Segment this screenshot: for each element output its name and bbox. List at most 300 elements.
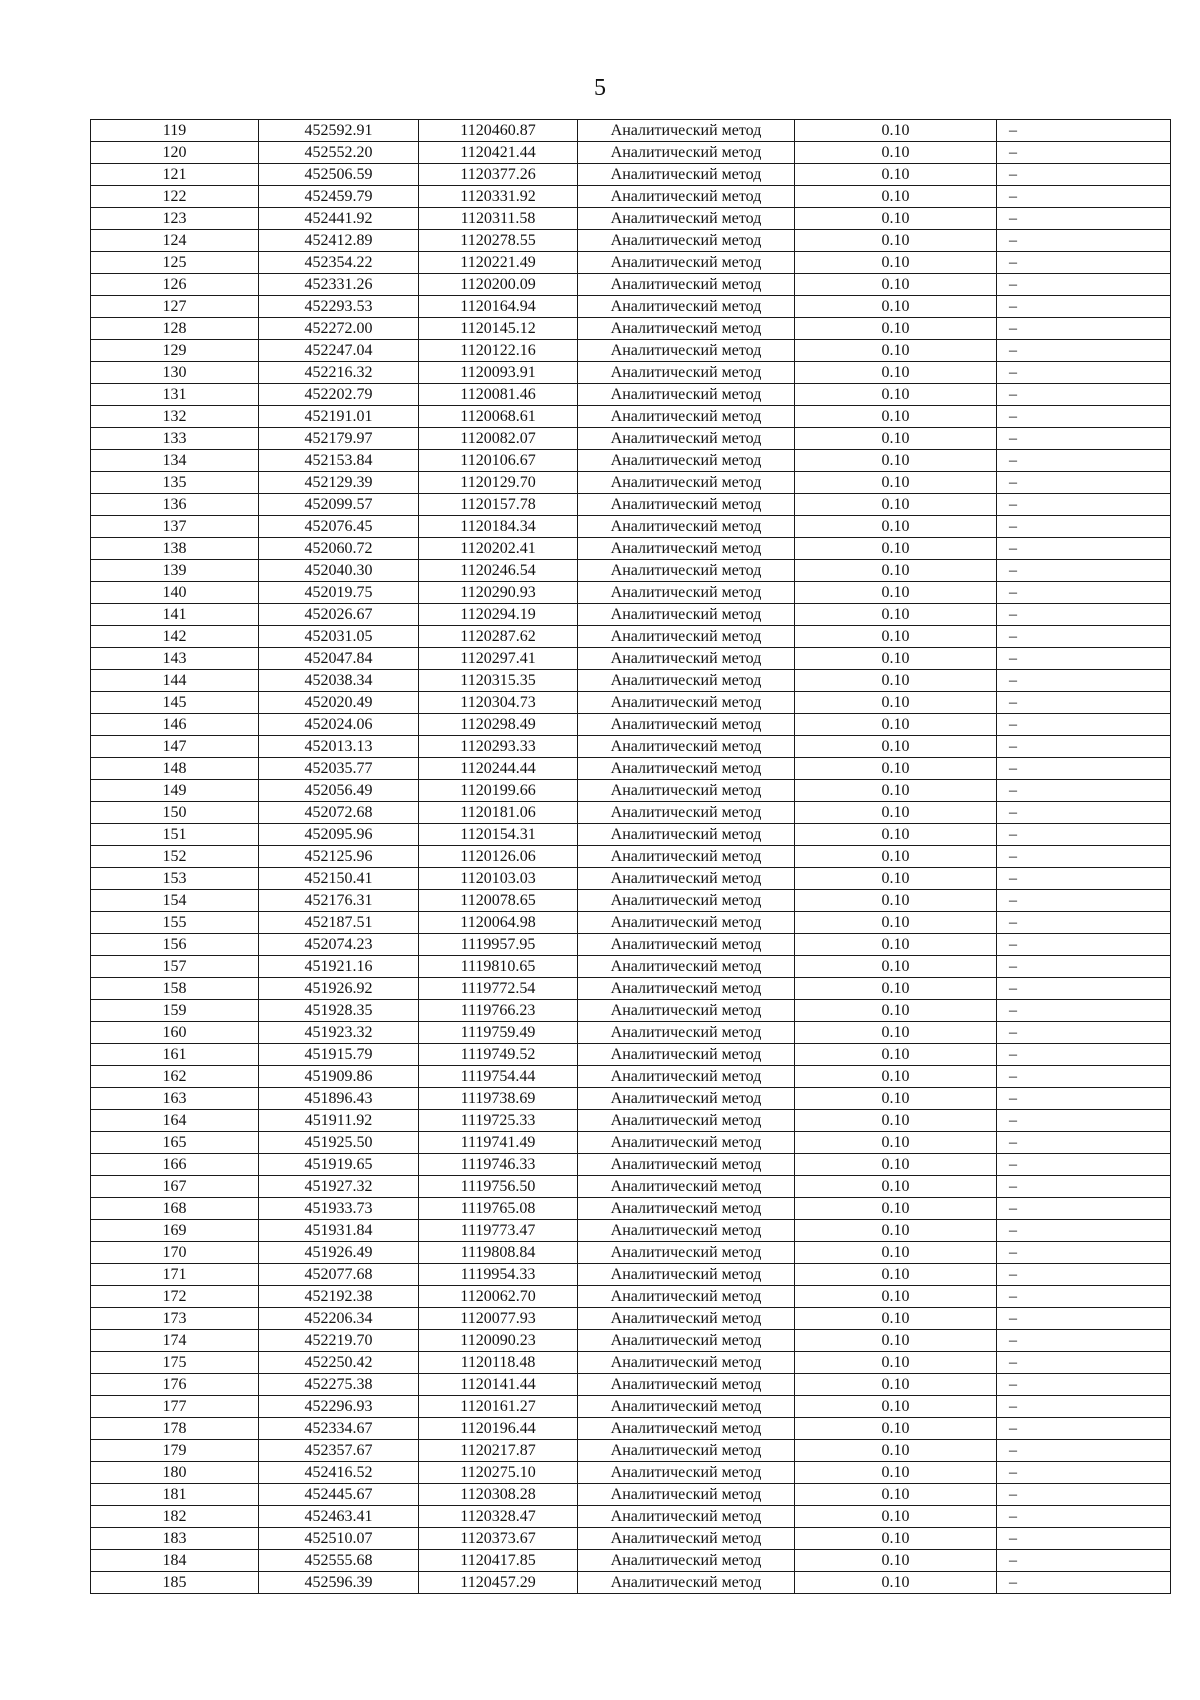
point-number-cell: 168	[91, 1198, 259, 1220]
y-coordinate-cell: 1119741.49	[419, 1132, 578, 1154]
y-coordinate-cell: 1120118.48	[419, 1352, 578, 1374]
accuracy-cell: 0.10	[795, 1440, 997, 1462]
y-coordinate-cell: 1120373.67	[419, 1528, 578, 1550]
method-cell: Аналитический метод	[578, 868, 795, 890]
y-coordinate-cell: 1120129.70	[419, 472, 578, 494]
x-coordinate-cell: 452035.77	[259, 758, 419, 780]
x-coordinate-cell: 452354.22	[259, 252, 419, 274]
x-coordinate-cell: 451919.65	[259, 1154, 419, 1176]
point-number-cell: 164	[91, 1110, 259, 1132]
accuracy-cell: 0.10	[795, 1132, 997, 1154]
table-row	[91, 604, 1171, 626]
method-cell: Аналитический метод	[578, 186, 795, 208]
note-cell: –	[997, 1132, 1171, 1154]
note-cell: –	[997, 1044, 1171, 1066]
point-number-cell: 124	[91, 230, 259, 252]
point-number-cell: 173	[91, 1308, 259, 1330]
table-row	[91, 1044, 1171, 1066]
method-cell: Аналитический метод	[578, 758, 795, 780]
method-cell: Аналитический метод	[578, 912, 795, 934]
table-row	[91, 1132, 1171, 1154]
note-cell: –	[997, 1308, 1171, 1330]
x-coordinate-cell: 452060.72	[259, 538, 419, 560]
method-cell: Аналитический метод	[578, 1572, 795, 1594]
accuracy-cell: 0.10	[795, 1528, 997, 1550]
point-number-cell: 129	[91, 340, 259, 362]
note-cell: –	[997, 164, 1171, 186]
y-coordinate-cell: 1119810.65	[419, 956, 578, 978]
x-coordinate-cell: 452463.41	[259, 1506, 419, 1528]
x-coordinate-cell: 452013.13	[259, 736, 419, 758]
table-row	[91, 714, 1171, 736]
method-cell: Аналитический метод	[578, 780, 795, 802]
point-number-cell: 169	[91, 1220, 259, 1242]
y-coordinate-cell: 1119766.23	[419, 1000, 578, 1022]
accuracy-cell: 0.10	[795, 494, 997, 516]
table-row	[91, 736, 1171, 758]
x-coordinate-cell: 452179.97	[259, 428, 419, 450]
y-coordinate-cell: 1120417.85	[419, 1550, 578, 1572]
method-cell: Аналитический метод	[578, 1550, 795, 1572]
y-coordinate-cell: 1120290.93	[419, 582, 578, 604]
table-row	[91, 1462, 1171, 1484]
y-coordinate-cell: 1120103.03	[419, 868, 578, 890]
note-cell: –	[997, 714, 1171, 736]
point-number-cell: 155	[91, 912, 259, 934]
table-row	[91, 802, 1171, 824]
table-row	[91, 494, 1171, 516]
x-coordinate-cell: 452592.91	[259, 120, 419, 142]
point-number-cell: 131	[91, 384, 259, 406]
method-cell: Аналитический метод	[578, 450, 795, 472]
method-cell: Аналитический метод	[578, 670, 795, 692]
method-cell: Аналитический метод	[578, 582, 795, 604]
note-cell: –	[997, 318, 1171, 340]
method-cell: Аналитический метод	[578, 1154, 795, 1176]
accuracy-cell: 0.10	[795, 1506, 997, 1528]
method-cell: Аналитический метод	[578, 1264, 795, 1286]
x-coordinate-cell: 452412.89	[259, 230, 419, 252]
x-coordinate-cell: 452072.68	[259, 802, 419, 824]
point-number-cell: 151	[91, 824, 259, 846]
x-coordinate-cell: 452187.51	[259, 912, 419, 934]
table-row	[91, 384, 1171, 406]
note-cell: –	[997, 208, 1171, 230]
y-coordinate-cell: 1120081.46	[419, 384, 578, 406]
note-cell: –	[997, 846, 1171, 868]
method-cell: Аналитический метод	[578, 472, 795, 494]
note-cell: –	[997, 230, 1171, 252]
coordinates-table-body	[91, 120, 1171, 1594]
x-coordinate-cell: 452247.04	[259, 340, 419, 362]
point-number-cell: 132	[91, 406, 259, 428]
y-coordinate-cell: 1120377.26	[419, 164, 578, 186]
accuracy-cell: 0.10	[795, 1462, 997, 1484]
x-coordinate-cell: 452216.32	[259, 362, 419, 384]
note-cell: –	[997, 494, 1171, 516]
table-row	[91, 208, 1171, 230]
note-cell: –	[997, 1506, 1171, 1528]
method-cell: Аналитический метод	[578, 252, 795, 274]
method-cell: Аналитический метод	[578, 1308, 795, 1330]
page-number: 5	[594, 75, 606, 101]
accuracy-cell: 0.10	[795, 1418, 997, 1440]
table-row	[91, 912, 1171, 934]
accuracy-cell: 0.10	[795, 142, 997, 164]
accuracy-cell: 0.10	[795, 1352, 997, 1374]
accuracy-cell: 0.10	[795, 1154, 997, 1176]
accuracy-cell: 0.10	[795, 846, 997, 868]
x-coordinate-cell: 451896.43	[259, 1088, 419, 1110]
table-row	[91, 230, 1171, 252]
x-coordinate-cell: 452596.39	[259, 1572, 419, 1594]
note-cell: –	[997, 780, 1171, 802]
note-cell: –	[997, 824, 1171, 846]
note-cell: –	[997, 1352, 1171, 1374]
accuracy-cell: 0.10	[795, 362, 997, 384]
x-coordinate-cell: 452250.42	[259, 1352, 419, 1374]
note-cell: –	[997, 120, 1171, 142]
accuracy-cell: 0.10	[795, 406, 997, 428]
method-cell: Аналитический метод	[578, 120, 795, 142]
method-cell: Аналитический метод	[578, 1132, 795, 1154]
point-number-cell: 142	[91, 626, 259, 648]
y-coordinate-cell: 1120077.93	[419, 1308, 578, 1330]
accuracy-cell: 0.10	[795, 340, 997, 362]
y-coordinate-cell: 1120090.23	[419, 1330, 578, 1352]
point-number-cell: 176	[91, 1374, 259, 1396]
method-cell: Аналитический метод	[578, 1110, 795, 1132]
accuracy-cell: 0.10	[795, 1000, 997, 1022]
table-row	[91, 538, 1171, 560]
point-number-cell: 144	[91, 670, 259, 692]
accuracy-cell: 0.10	[795, 1198, 997, 1220]
point-number-cell: 139	[91, 560, 259, 582]
table-row	[91, 1088, 1171, 1110]
point-number-cell: 130	[91, 362, 259, 384]
y-coordinate-cell: 1119738.69	[419, 1088, 578, 1110]
accuracy-cell: 0.10	[795, 252, 997, 274]
note-cell: –	[997, 296, 1171, 318]
accuracy-cell: 0.10	[795, 164, 997, 186]
y-coordinate-cell: 1119754.44	[419, 1066, 578, 1088]
note-cell: –	[997, 406, 1171, 428]
x-coordinate-cell: 451931.84	[259, 1220, 419, 1242]
method-cell: Аналитический метод	[578, 890, 795, 912]
point-number-cell: 171	[91, 1264, 259, 1286]
point-number-cell: 153	[91, 868, 259, 890]
accuracy-cell: 0.10	[795, 1066, 997, 1088]
accuracy-cell: 0.10	[795, 1110, 997, 1132]
note-cell: –	[997, 516, 1171, 538]
x-coordinate-cell: 452275.38	[259, 1374, 419, 1396]
y-coordinate-cell: 1120181.06	[419, 802, 578, 824]
note-cell: –	[997, 428, 1171, 450]
x-coordinate-cell: 452506.59	[259, 164, 419, 186]
accuracy-cell: 0.10	[795, 1176, 997, 1198]
x-coordinate-cell: 452510.07	[259, 1528, 419, 1550]
note-cell: –	[997, 1242, 1171, 1264]
table-row	[91, 406, 1171, 428]
method-cell: Аналитический метод	[578, 428, 795, 450]
table-row	[91, 890, 1171, 912]
method-cell: Аналитический метод	[578, 1330, 795, 1352]
point-number-cell: 160	[91, 1022, 259, 1044]
accuracy-cell: 0.10	[795, 692, 997, 714]
x-coordinate-cell: 452459.79	[259, 186, 419, 208]
method-cell: Аналитический метод	[578, 1440, 795, 1462]
method-cell: Аналитический метод	[578, 692, 795, 714]
y-coordinate-cell: 1120202.41	[419, 538, 578, 560]
table-row	[91, 846, 1171, 868]
accuracy-cell: 0.10	[795, 318, 997, 340]
point-number-cell: 133	[91, 428, 259, 450]
method-cell: Аналитический метод	[578, 318, 795, 340]
point-number-cell: 172	[91, 1286, 259, 1308]
table-row	[91, 1352, 1171, 1374]
y-coordinate-cell: 1120154.31	[419, 824, 578, 846]
method-cell: Аналитический метод	[578, 406, 795, 428]
accuracy-cell: 0.10	[795, 714, 997, 736]
x-coordinate-cell: 452441.92	[259, 208, 419, 230]
method-cell: Аналитический метод	[578, 736, 795, 758]
method-cell: Аналитический метод	[578, 1462, 795, 1484]
accuracy-cell: 0.10	[795, 1220, 997, 1242]
note-cell: –	[997, 274, 1171, 296]
table-row	[91, 1374, 1171, 1396]
note-cell: –	[997, 1220, 1171, 1242]
accuracy-cell: 0.10	[795, 604, 997, 626]
y-coordinate-cell: 1120246.54	[419, 560, 578, 582]
x-coordinate-cell: 452074.23	[259, 934, 419, 956]
y-coordinate-cell: 1120122.16	[419, 340, 578, 362]
table-row	[91, 648, 1171, 670]
accuracy-cell: 0.10	[795, 1022, 997, 1044]
note-cell: –	[997, 1396, 1171, 1418]
table-row	[91, 252, 1171, 274]
point-number-cell: 180	[91, 1462, 259, 1484]
point-number-cell: 134	[91, 450, 259, 472]
x-coordinate-cell: 451923.32	[259, 1022, 419, 1044]
note-cell: –	[997, 1066, 1171, 1088]
method-cell: Аналитический метод	[578, 1220, 795, 1242]
x-coordinate-cell: 452095.96	[259, 824, 419, 846]
y-coordinate-cell: 1119749.52	[419, 1044, 578, 1066]
accuracy-cell: 0.10	[795, 1264, 997, 1286]
table-row	[91, 450, 1171, 472]
point-number-cell: 135	[91, 472, 259, 494]
point-number-cell: 143	[91, 648, 259, 670]
note-cell: –	[997, 1484, 1171, 1506]
y-coordinate-cell: 1120287.62	[419, 626, 578, 648]
point-number-cell: 179	[91, 1440, 259, 1462]
y-coordinate-cell: 1120293.33	[419, 736, 578, 758]
method-cell: Аналитический метод	[578, 208, 795, 230]
table-row	[91, 1220, 1171, 1242]
accuracy-cell: 0.10	[795, 824, 997, 846]
point-number-cell: 141	[91, 604, 259, 626]
point-number-cell: 178	[91, 1418, 259, 1440]
point-number-cell: 120	[91, 142, 259, 164]
accuracy-cell: 0.10	[795, 428, 997, 450]
note-cell: –	[997, 956, 1171, 978]
x-coordinate-cell: 451928.35	[259, 1000, 419, 1022]
x-coordinate-cell: 452296.93	[259, 1396, 419, 1418]
note-cell: –	[997, 1176, 1171, 1198]
accuracy-cell: 0.10	[795, 1088, 997, 1110]
note-cell: –	[997, 1286, 1171, 1308]
method-cell: Аналитический метод	[578, 978, 795, 1000]
method-cell: Аналитический метод	[578, 1044, 795, 1066]
note-cell: –	[997, 648, 1171, 670]
accuracy-cell: 0.10	[795, 890, 997, 912]
table-row	[91, 1484, 1171, 1506]
table-row	[91, 516, 1171, 538]
x-coordinate-cell: 452293.53	[259, 296, 419, 318]
point-number-cell: 138	[91, 538, 259, 560]
y-coordinate-cell: 1119746.33	[419, 1154, 578, 1176]
y-coordinate-cell: 1120217.87	[419, 1440, 578, 1462]
x-coordinate-cell: 452153.84	[259, 450, 419, 472]
method-cell: Аналитический метод	[578, 560, 795, 582]
table-row	[91, 582, 1171, 604]
accuracy-cell: 0.10	[795, 1550, 997, 1572]
y-coordinate-cell: 1119759.49	[419, 1022, 578, 1044]
note-cell: –	[997, 582, 1171, 604]
accuracy-cell: 0.10	[795, 868, 997, 890]
y-coordinate-cell: 1120196.44	[419, 1418, 578, 1440]
y-coordinate-cell: 1120328.47	[419, 1506, 578, 1528]
y-coordinate-cell: 1120145.12	[419, 318, 578, 340]
note-cell: –	[997, 1528, 1171, 1550]
point-number-cell: 166	[91, 1154, 259, 1176]
point-number-cell: 157	[91, 956, 259, 978]
note-cell: –	[997, 1000, 1171, 1022]
table-row	[91, 1330, 1171, 1352]
accuracy-cell: 0.10	[795, 648, 997, 670]
x-coordinate-cell: 452031.05	[259, 626, 419, 648]
table-row	[91, 978, 1171, 1000]
x-coordinate-cell: 452024.06	[259, 714, 419, 736]
y-coordinate-cell: 1120184.34	[419, 516, 578, 538]
note-cell: –	[997, 1572, 1171, 1594]
table-row	[91, 934, 1171, 956]
x-coordinate-cell: 452176.31	[259, 890, 419, 912]
y-coordinate-cell: 1120331.92	[419, 186, 578, 208]
y-coordinate-cell: 1120221.49	[419, 252, 578, 274]
method-cell: Аналитический метод	[578, 1176, 795, 1198]
y-coordinate-cell: 1120304.73	[419, 692, 578, 714]
note-cell: –	[997, 1374, 1171, 1396]
table-row	[91, 340, 1171, 362]
point-number-cell: 156	[91, 934, 259, 956]
accuracy-cell: 0.10	[795, 1374, 997, 1396]
point-number-cell: 123	[91, 208, 259, 230]
note-cell: –	[997, 912, 1171, 934]
accuracy-cell: 0.10	[795, 758, 997, 780]
table-row	[91, 670, 1171, 692]
note-cell: –	[997, 1418, 1171, 1440]
method-cell: Аналитический метод	[578, 1484, 795, 1506]
y-coordinate-cell: 1120275.10	[419, 1462, 578, 1484]
accuracy-cell: 0.10	[795, 1396, 997, 1418]
accuracy-cell: 0.10	[795, 1484, 997, 1506]
method-cell: Аналитический метод	[578, 1396, 795, 1418]
table-row	[91, 692, 1171, 714]
y-coordinate-cell: 1120161.27	[419, 1396, 578, 1418]
note-cell: –	[997, 186, 1171, 208]
x-coordinate-cell: 451926.49	[259, 1242, 419, 1264]
note-cell: –	[997, 1022, 1171, 1044]
table-row	[91, 780, 1171, 802]
x-coordinate-cell: 452040.30	[259, 560, 419, 582]
accuracy-cell: 0.10	[795, 450, 997, 472]
x-coordinate-cell: 452206.34	[259, 1308, 419, 1330]
point-number-cell: 183	[91, 1528, 259, 1550]
accuracy-cell: 0.10	[795, 538, 997, 560]
accuracy-cell: 0.10	[795, 560, 997, 582]
note-cell: –	[997, 1264, 1171, 1286]
accuracy-cell: 0.10	[795, 186, 997, 208]
method-cell: Аналитический метод	[578, 1066, 795, 1088]
table-row	[91, 1286, 1171, 1308]
table-row	[91, 120, 1171, 142]
y-coordinate-cell: 1120064.98	[419, 912, 578, 934]
method-cell: Аналитический метод	[578, 1286, 795, 1308]
table-row	[91, 274, 1171, 296]
x-coordinate-cell: 451921.16	[259, 956, 419, 978]
method-cell: Аналитический метод	[578, 604, 795, 626]
point-number-cell: 127	[91, 296, 259, 318]
x-coordinate-cell: 452077.68	[259, 1264, 419, 1286]
x-coordinate-cell: 452357.67	[259, 1440, 419, 1462]
note-cell: –	[997, 802, 1171, 824]
y-coordinate-cell: 1120315.35	[419, 670, 578, 692]
method-cell: Аналитический метод	[578, 164, 795, 186]
method-cell: Аналитический метод	[578, 1506, 795, 1528]
x-coordinate-cell: 452555.68	[259, 1550, 419, 1572]
y-coordinate-cell: 1120126.06	[419, 846, 578, 868]
x-coordinate-cell: 452125.96	[259, 846, 419, 868]
table-row	[91, 758, 1171, 780]
point-number-cell: 167	[91, 1176, 259, 1198]
point-number-cell: 177	[91, 1396, 259, 1418]
note-cell: –	[997, 450, 1171, 472]
table-row	[91, 1528, 1171, 1550]
method-cell: Аналитический метод	[578, 1374, 795, 1396]
table-row	[91, 1396, 1171, 1418]
table-row	[91, 1440, 1171, 1462]
method-cell: Аналитический метод	[578, 516, 795, 538]
x-coordinate-cell: 452192.38	[259, 1286, 419, 1308]
point-number-cell: 128	[91, 318, 259, 340]
point-number-cell: 165	[91, 1132, 259, 1154]
note-cell: –	[997, 692, 1171, 714]
y-coordinate-cell: 1120294.19	[419, 604, 578, 626]
point-number-cell: 161	[91, 1044, 259, 1066]
y-coordinate-cell: 1119765.08	[419, 1198, 578, 1220]
accuracy-cell: 0.10	[795, 626, 997, 648]
x-coordinate-cell: 452191.01	[259, 406, 419, 428]
note-cell: –	[997, 626, 1171, 648]
coordinates-table	[90, 119, 1171, 1594]
accuracy-cell: 0.10	[795, 934, 997, 956]
method-cell: Аналитический метод	[578, 1352, 795, 1374]
accuracy-cell: 0.10	[795, 912, 997, 934]
point-number-cell: 152	[91, 846, 259, 868]
method-cell: Аналитический метод	[578, 1528, 795, 1550]
accuracy-cell: 0.10	[795, 802, 997, 824]
